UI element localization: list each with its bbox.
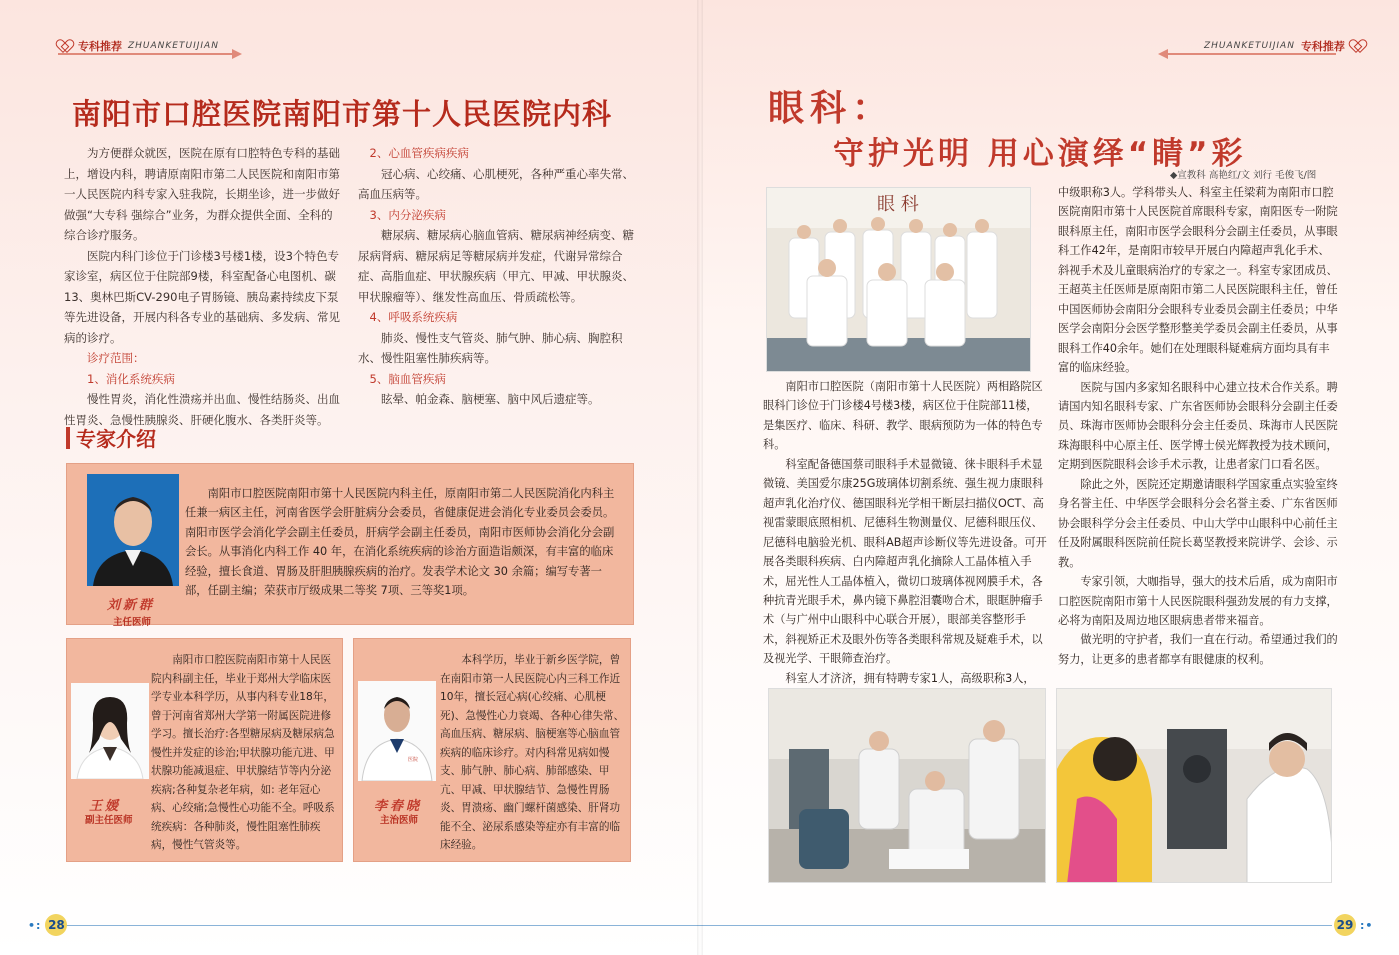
experts-heading	[66, 423, 156, 452]
expert-role: 主治医师	[380, 815, 419, 826]
article-paragraph: 除此之外，医院还定期邀请眼科学国家重点实验室终身名誉主任、中华医学会眼科分会名誉主委、广东省医师协会眼科学分会主任委员、中山大学中山眼科中心前任主任及附属眼科医院前任院长葛坚教授来院讲学、会诊、示教。	[1058, 477, 1338, 569]
department-sign: 眼 科	[877, 194, 919, 215]
page-title: 南阳市口腔医院南阳市第十人民医院内科	[72, 97, 613, 131]
article-paragraph: 专家引领，大咖指导，强大的技术后盾，成为南阳市口腔医院南阳市第十人民医院眼科强劲发展的有力支撑，必将为南阳及周边地区眼病患者带来福音。	[1058, 575, 1338, 627]
arrow-icon	[232, 49, 242, 59]
article-paragraph: 科室配备德国蔡司眼科手术显微镜、徕卡眼科手术显微镜、美国爱尔康25G玻璃体切割系统、强生视力康眼科超声乳化治疗仪、德国眼科光学相干断层扫描仪OCT、高视雷蒙眼底照相机、尼德科生物测量仪、尼德科眼压仪、尼德科电脑验光机、眼科AB超声诊断仪等先进设备。可开展各类眼科疾病、白内障超声乳化摘除人工晶体植入手术，屈光性人工晶体植入，微切口玻璃体视网膜手术，各种抗青光眼手术，鼻内镜下鼻腔泪囊吻合术，眼眶肿瘤手术（与广州中山眼科中心联合开展），眼部美容整形手术，斜视矫正术及眼外伤等各类眼科常规及疑难手术，以及视光学、干眼筛查治疗。	[763, 457, 1047, 666]
header-label: 专科推荐	[78, 40, 122, 53]
article-column-2	[1058, 183, 1338, 669]
experts-title: 专家介绍	[76, 427, 156, 451]
page-spine	[697, 0, 703, 955]
article-column-1	[763, 377, 1048, 688]
scope-title: 5、脑血管疾病	[369, 371, 446, 386]
expert-signature: 刘新群	[107, 598, 156, 613]
page-number: 28	[45, 914, 67, 936]
scope-title: 3、内分泌疾病	[369, 207, 446, 222]
article-paragraph: 医院与国内多家知名眼科中心建立技术合作关系。聘请国内知名眼科专家、广东省医师协会眼科分会副主任委员、珠海市医师协会眼科分会主任委员、珠海市人民医院珠海眼科中心原主任、医学博士侯光辉教授为技术顾问，定期到医院眼科会诊手术示教，让患者家门口看名医。	[1058, 380, 1338, 472]
header-rule	[1166, 53, 1336, 55]
svg-text:医院: 医院	[408, 757, 419, 763]
scope-title: 4、呼吸系统疾病	[369, 310, 458, 324]
footer-rule	[700, 925, 1332, 926]
byline: ◆宣教科 高艳红/文 刘行 毛俊飞/图	[1170, 170, 1317, 181]
scope-text: 眩晕、帕金森、脑梗塞、脑中风后遗症等。	[381, 392, 600, 406]
left-header	[58, 38, 219, 54]
dots-icon: •:	[28, 918, 42, 932]
article-paragraph: 科室人才济济，拥有特聘专家1人，高级职称3人，	[785, 671, 1035, 685]
heading-bar	[66, 427, 70, 449]
team-photo	[766, 187, 1031, 372]
expert-card	[353, 638, 631, 862]
article-paragraph: 做光明的守护者，我们一直在行动。希望通过我们的努力，让更多的患者都享有眼健康的权利。	[1058, 633, 1338, 666]
dots-icon: :•	[1360, 918, 1374, 932]
page-number-left	[28, 914, 67, 936]
expert-card	[66, 638, 343, 862]
heart-icon	[58, 40, 72, 52]
intro-column	[64, 143, 344, 430]
eye-exam-photo	[1056, 688, 1332, 883]
article-paragraph: 中级职称3人。学科带头人、科室主任梁莉为南阳市口腔医院南阳市第十人民医院首席眼科专家，南阳医专一附院眼科原主任，南阳市医学会眼科分会副主任委员，从事眼科工作42年，是南阳市较早开展白内障超声乳化手术、斜视手术及儿童眼病治疗的专家之一。科室专家团成员、王超英主任医师是原南阳市第二人民医院眼科主任，曾任中国医师协会南阳分会眼科专业委员会副主任委员；中华医学会南阳分会医学整形整美学委员会副主任委员，从事眼科工作40余年。她们在处理眼科疑难病方面均具有丰富的临床经验。	[1058, 186, 1338, 375]
arrow-icon	[1158, 49, 1168, 59]
scope-title: 2、心血管疾病疾病	[369, 146, 469, 160]
article-title: 眼科：	[768, 88, 895, 129]
expert-bio: 南阳市口腔医院南阳市第十人民医院内科主任，原南阳市第二人民医院消化内科主任兼一病区主任，河南省医学会肝脏病分会委员，省健康促进会消化专业委员会委员。南阳市医学会消化学会副主任委员，肝病学会副主任委员，南阳市医师协会消化分会副会长。从事消化内科工作 40 年，在消化系统疾病的诊治方面造诣颇深，有丰富的临床经验，擅长食道、胃肠及肝胆胰腺疾病的治疗。发表学术论文 30 余篇；编写专著一部，任副主编；荣获市厅级成果二等奖 7项、三等奖1项。	[185, 487, 615, 598]
scope-title: 1、消化系统疾病	[87, 371, 175, 386]
scope-label: 诊疗范围：	[87, 351, 145, 365]
expert-photo	[71, 683, 149, 779]
header-rule	[58, 53, 238, 55]
expert-signature: 王媛	[89, 799, 122, 814]
header-pinyin: ZHUANKETUIJIAN	[128, 41, 219, 51]
heart-icon	[1351, 40, 1365, 52]
expert-role: 主任医师	[113, 617, 152, 628]
footer-rule	[66, 925, 700, 926]
expert-role: 副主任医师	[85, 815, 133, 826]
expert-bio: 南阳市口腔医院南阳市第十人民医院内科副主任，毕业于郑州大学临床医学专业本科学历，从事内科专业18年，曾于河南省郑州大学第一附属医院进修学习。擅长治疗:各型糖尿病及糖尿病急慢性并发症的诊治;甲状腺功能亢进、甲状腺功能减退症、甲状腺结节等内分泌疾病;各种复杂老年病，如: 老年冠心病、心绞痛;急慢性心功能不全。呼吸系统疾病：各种肺炎，慢性阻塞性肺疾病，慢性气管炎等。	[151, 654, 335, 851]
scope-text: 肺炎、慢性支气管炎、肺气肿、肺心病、胸腔积水、慢性阻塞性肺疾病等。	[358, 330, 623, 365]
expert-bio: 本科学历，毕业于新乡医学院，曾在南阳市第一人民医院心内三科工作近10年，擅长冠心病(心绞痛、心肌梗死)、急慢性心力衰竭、各种心律失常、高血压病、糖尿病、脑梗塞等心脑血管疾病的临床诊疗。对内科常见病如慢支、肺气肿、肺心病、肺部感染、甲亢、甲减、甲状腺结节、急慢性胃肠炎、胃溃疡、幽门螺杆菌感染、肝肾功能不全、泌尿系感染等症亦有丰富的临床经验。	[440, 654, 625, 851]
article-subtitle: 守护光明 用心演绎“睛”彩	[833, 136, 1247, 172]
expert-card	[66, 463, 634, 628]
header-pinyin: ZHUANKETUIJIAN	[1204, 41, 1295, 51]
page-number-right	[1334, 914, 1373, 936]
scope-text: 慢性胃炎，消化性溃疡并出血、慢性结肠炎、出血性胃炎、急慢性胰腺炎、肝硬化腹水、各类肝炎等。	[64, 392, 340, 427]
expert-photo	[358, 681, 436, 781]
scope-column	[358, 143, 640, 410]
expert-photo	[87, 474, 179, 586]
expert-signature: 李春晓	[374, 799, 423, 814]
page-number: 29	[1334, 914, 1356, 936]
intro-paragraph: 医院内科门诊位于门诊楼3号楼1楼，设3个特色专家诊室，病区位于住院部9楼，科室配备心电图机、碳13、奥林巴斯CV-290电子胃肠镜、胰岛素持续皮下泵等先进设备，开展内科各专业的基础病、多发病、常见病的诊疗。	[64, 248, 340, 345]
right-header	[1204, 38, 1365, 54]
article-paragraph: 南阳市口腔医院（南阳市第十人民医院）两相路院区眼科门诊位于门诊楼4号楼3楼，病区位于住院部11楼，是集医疗、临床、科研、教学、眼病预防为一体的特色专科。	[763, 380, 1043, 452]
intro-paragraph: 为方便群众就医，医院在原有口腔特色专科的基础上，增设内科，聘请原南阳市第二人民医院和南阳市第一人民医院内科专家入驻我院，长期坐诊，进一步做好做强“大专科 强综合”业务，为群众提供全面、全科的综合诊疗服务。	[64, 146, 340, 242]
consultation-photo	[768, 688, 1046, 883]
header-label: 专科推荐	[1300, 40, 1345, 53]
scope-text: 糖尿病、糖尿病心脑血管病、糖尿病神经病变、糖尿病肾病、糖尿病足等糖尿病并发症，代谢异常综合症、高脂血症、甲状腺疾病（甲亢、甲减、甲状腺炎、甲状腺瘤等）、继发性高血压、骨质疏松等。	[358, 228, 634, 304]
scope-text: 冠心病、心绞痛、心肌梗死，各种严重心率失常、高血压病等。	[358, 166, 634, 201]
